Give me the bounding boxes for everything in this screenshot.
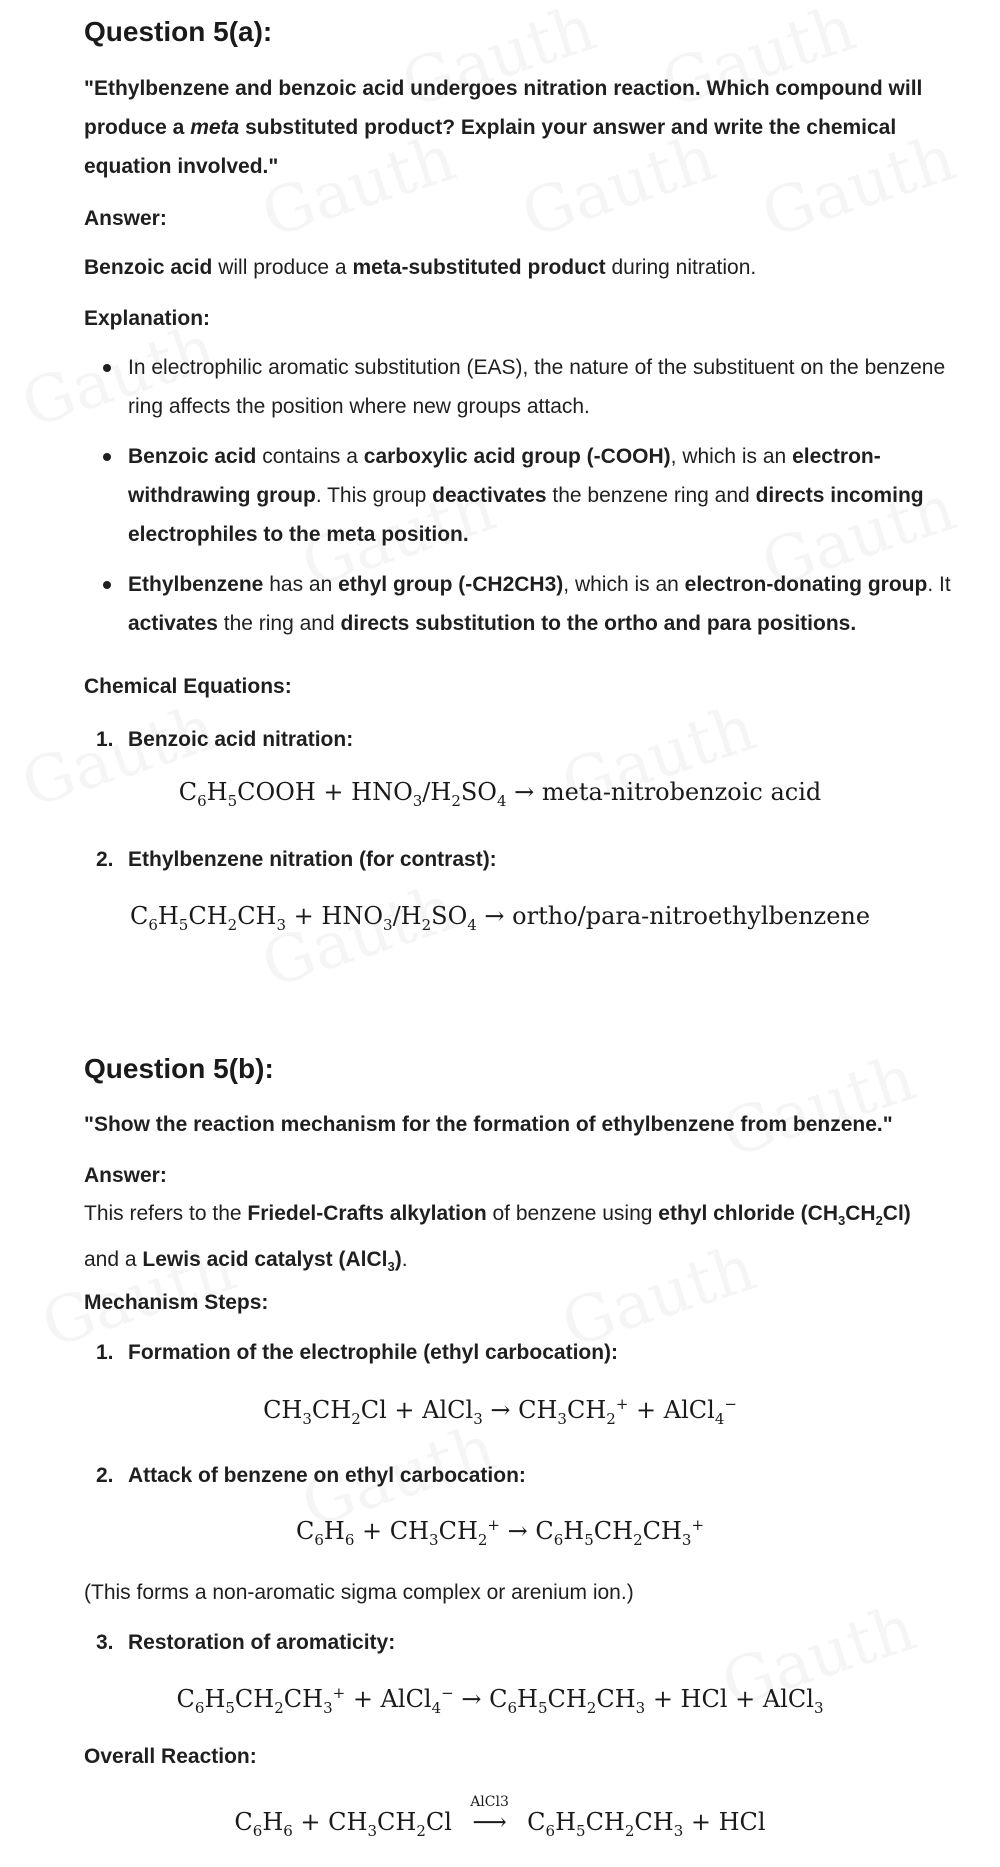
catalyst-arrow: AlCl3 ⟶ — [460, 1808, 520, 1836]
bold-text: Benzoic acid — [84, 256, 213, 279]
q5a-question — [84, 69, 964, 186]
emphasis-text: meta — [190, 116, 240, 139]
list-item — [84, 565, 964, 643]
step-number: 1. — [96, 728, 114, 751]
bold-text: Lewis acid catalyst — [142, 1248, 333, 1272]
watermark — [253, 871, 464, 1002]
text-run: substituted product? Explain your answer and write the chemical — [239, 116, 897, 139]
bold-text: meta-substituted product — [352, 256, 606, 279]
text-run: , which is an — [670, 445, 793, 468]
mechanism-steps-label: Mechanism Steps: — [84, 1291, 269, 1314]
bold-text: Ethylbenzene — [128, 573, 264, 596]
step-heading — [96, 848, 497, 872]
bold-text: directs incoming electrophiles to the meta position. — [128, 484, 924, 546]
text-run: has an — [263, 573, 339, 596]
text-run: produce a — [84, 116, 191, 139]
text-run: and a — [84, 1248, 143, 1272]
q5a-heading: Question 5(a): — [84, 16, 273, 47]
step-number: 2. — [96, 1464, 114, 1487]
text-run: will produce a — [212, 256, 353, 279]
text-run: of benzene using — [486, 1202, 659, 1225]
text-run: This refers to the — [84, 1202, 248, 1225]
bold-text: activates — [128, 612, 218, 635]
equation-overall: $C_6H_6 + CH_3CH_2Cl$ AlCl3 ⟶ $C_6H_5CH_2CH_3$ + HCl — [234, 1794, 766, 1840]
text-run: the ring and — [217, 612, 341, 635]
q5b-answer-label: Answer: — [84, 1164, 167, 1187]
alcl3-formula: (AlCl$_3$) — [338, 1248, 402, 1275]
bold-text: deactivates — [432, 484, 547, 507]
equation-benzoic-nitration: $C_6H_5COOH + HNO_3/H_2SO_4$ → meta-nitrobenzoic acid — [178, 778, 822, 810]
q5a-question-line — [84, 108, 964, 147]
answer-line: and a Lewis acid catalyst (AlCl$_3$). — [84, 1248, 408, 1275]
text-run: during nitration. — [605, 256, 757, 279]
bold-text: Benzoic acid — [128, 445, 257, 468]
q5a-answer-label: Answer: — [84, 207, 167, 230]
text-run: , which is an — [563, 573, 685, 596]
text-run: . This group — [315, 484, 433, 507]
chemical-equations-label: Chemical Equations: — [84, 675, 292, 698]
step-label: Restoration of aromaticity: — [128, 1631, 396, 1654]
step-number: 1. — [96, 1341, 114, 1364]
list-item — [84, 437, 964, 554]
list-item — [84, 348, 964, 426]
step-heading — [96, 728, 353, 752]
ethyl-chloride-formula: $(CH_3CH_2Cl)$ — [800, 1202, 911, 1229]
q5a-explanation-label: Explanation: — [84, 307, 211, 330]
answer-line — [84, 1194, 964, 1240]
bold-text: carboxylic acid group (-COOH) — [363, 445, 671, 468]
explanation-list — [84, 348, 964, 654]
step-heading — [96, 1631, 395, 1655]
sigma-complex-note: (This forms a non-aromatic sigma complex or arenium ion.) — [84, 1581, 634, 1604]
step-heading — [96, 1464, 526, 1488]
bold-text: ethyl group (-CH2CH3) — [338, 573, 564, 596]
text-run: the benzene ring and — [546, 484, 756, 507]
equation-benzene-attack: $C_6H_6 + CH_3CH_2^+ \to C_6H_5CH_2CH_3^+$ — [295, 1516, 705, 1549]
step-number: 3. — [96, 1631, 114, 1654]
equation-ethylbenzene-nitration: $C_6H_5CH_2CH_3 + HNO_3/H_2SO_4$ → ortho/para-nitroethylbenzene — [129, 902, 871, 934]
text-run: In electrophilic aromatic substitution (EAS), the nature of the substituent on the benzene ring affects the position where new groups attach. — [128, 356, 946, 418]
step-label: Ethylbenzene nitration (for contrast): — [128, 848, 497, 871]
bold-text: ethyl chloride — [658, 1202, 795, 1225]
text-run: contains a — [256, 445, 364, 468]
q5b-heading: Question 5(b): — [84, 1053, 274, 1084]
catalyst-label: AlCl3 — [470, 1794, 509, 1810]
step-label: Formation of the electrophile (ethyl carbocation): — [128, 1341, 619, 1364]
step-label: Attack of benzene on ethyl carbocation: — [128, 1464, 526, 1487]
bold-text: directs substitution to the ortho and para positions. — [340, 612, 857, 635]
bold-text: electron-donating group — [684, 573, 928, 596]
overall-reaction-label: Overall Reaction: — [84, 1745, 257, 1768]
step-label: Benzoic acid nitration: — [128, 728, 354, 751]
equation-product: ortho/para-nitroethylbenzene — [512, 902, 871, 930]
q5a-answer-text — [84, 248, 964, 287]
q5b-answer-text — [84, 1194, 964, 1286]
bold-text: electron-withdrawing group — [128, 445, 881, 507]
q5b-question: "Show the reaction mechanism for the formation of ethylbenzene from benzene." — [84, 1113, 893, 1136]
text-run: . It — [927, 573, 951, 596]
equation-product: meta-nitrobenzoic acid — [541, 778, 822, 806]
bold-text: Friedel-Crafts alkylation — [247, 1202, 487, 1225]
equation-electrophile-formation: $CH_3CH_2Cl$ + AlCl$_3$ → $CH_3CH_2^+$ + AlCl$_4$− — [263, 1395, 737, 1428]
equation-aromaticity-restoration: $C_6H_5CH_2CH_3^+$ + AlCl$_4$− → $C_6H_5CH_2CH_3$ + HCl + AlCl$_3$ — [176, 1684, 824, 1717]
step-heading — [96, 1341, 618, 1365]
q5a-question-line: "Ethylbenzene and benzoic acid undergoes nitration reaction. Which compound will — [84, 77, 923, 100]
step-number: 2. — [96, 848, 114, 871]
q5a-question-line: equation involved." — [84, 155, 279, 178]
